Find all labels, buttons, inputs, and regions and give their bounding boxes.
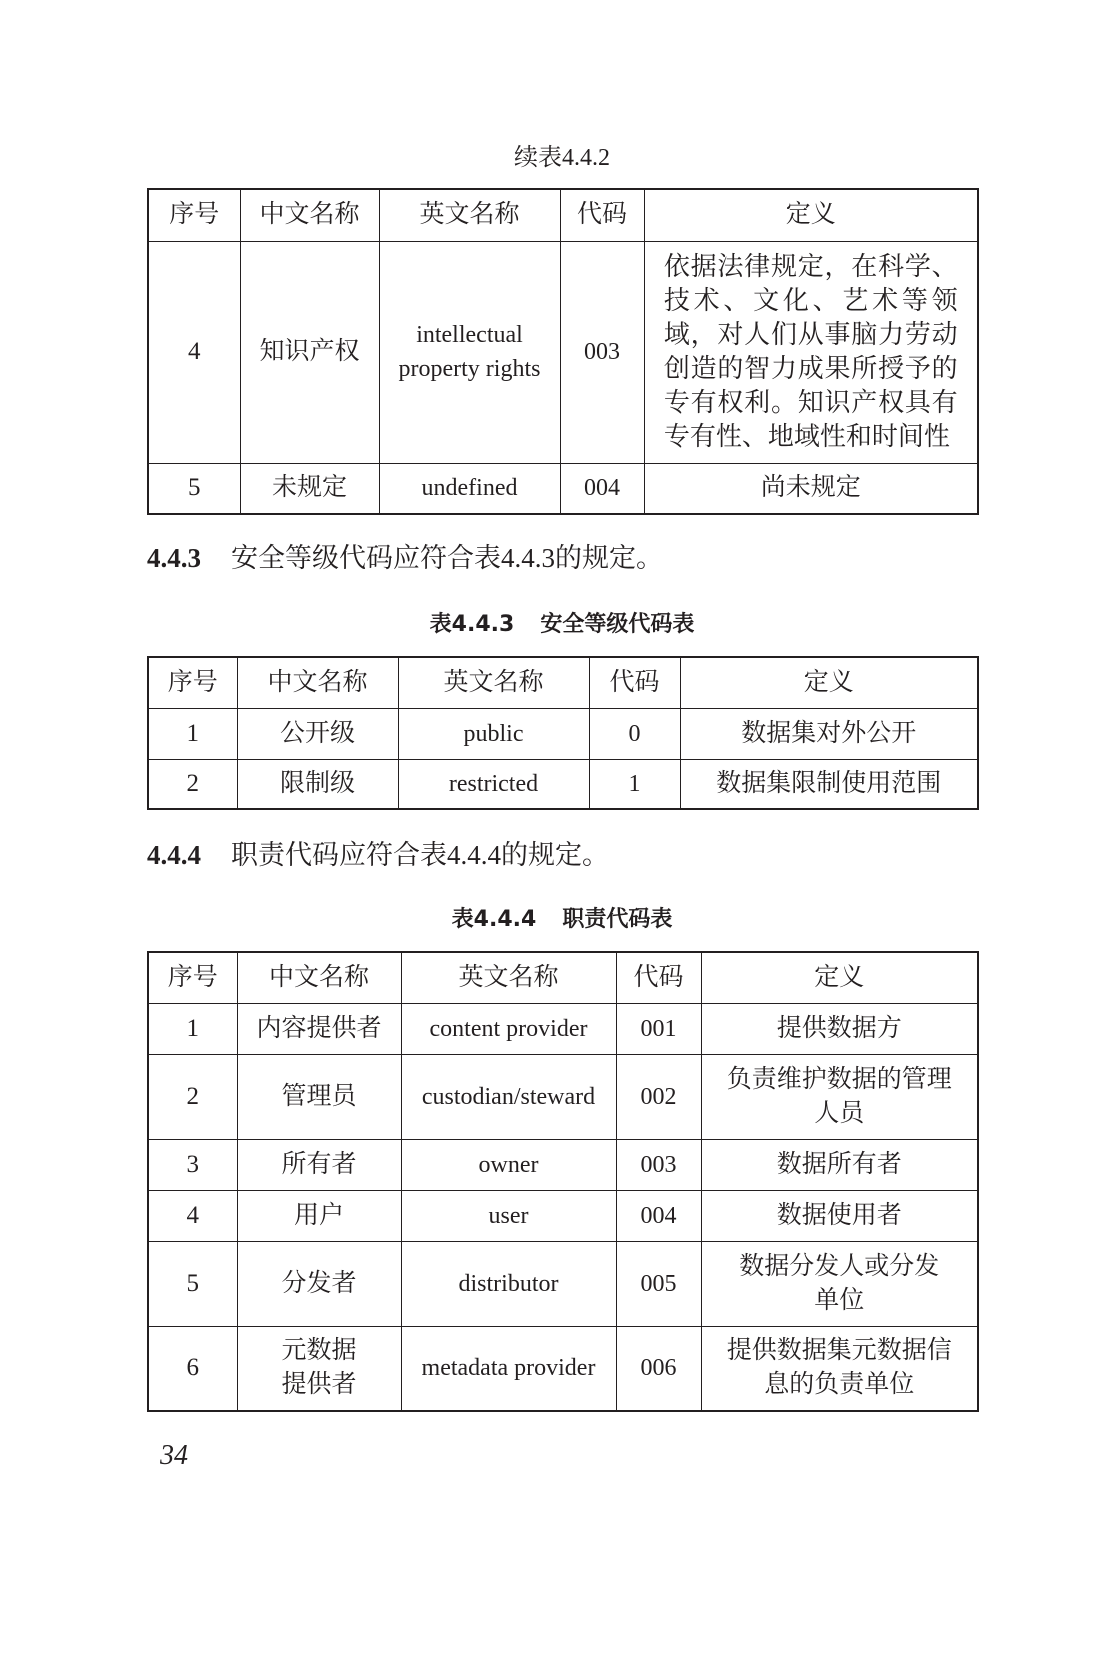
code-cell: 003 [560,241,644,463]
english-name-cell: custodian/steward [401,1054,616,1139]
seq-no-cell: 5 [148,1241,237,1326]
seq-no-cell: 2 [148,1054,237,1139]
english-name-cell: user [401,1190,616,1241]
definition-cell: 数据集对外公开 [680,708,978,759]
english-name-cell: metadata provider [401,1326,616,1411]
clause-number: 4.4.3 [147,543,201,573]
seq-no-cell: 1 [148,708,237,759]
definition-cell [644,241,978,463]
table-row [148,241,978,463]
code-cell: 005 [616,1241,701,1326]
clause-4-4-3 [147,540,977,576]
seq-no-cell: 4 [148,241,240,463]
code-cell: 0 [589,708,680,759]
table-row [148,1139,978,1190]
page-number: 34 [160,1440,188,1471]
chinese-name-cell: 所有者 [237,1139,401,1190]
seq-no-cell: 6 [148,1326,237,1411]
header-english-name: 英文名称 [398,657,589,708]
table-row [148,1003,978,1054]
english-name-cell: content provider [401,1003,616,1054]
header-chinese-name: 中文名称 [240,189,379,241]
definition-cell [701,1054,978,1139]
english-name-cell: restricted [398,759,589,809]
chinese-name-cell: 内容提供者 [237,1003,401,1054]
table-number: 表4.4.3 [429,612,515,637]
clause-number: 4.4.4 [147,840,201,870]
chinese-name-cell: 分发者 [237,1241,401,1326]
definition-cell: 数据所有者 [701,1139,978,1190]
table-title: 职责代码表 [562,907,673,932]
definition-text: 数据分发人或分发单位 [739,1252,940,1314]
clause-text: 职责代码应符合表4.4.4的规定。 [231,840,609,870]
table-caption [147,904,977,936]
header-seq-no: 序号 [148,657,237,708]
definition-cell: 数据使用者 [701,1190,978,1241]
code-cell: 003 [616,1139,701,1190]
seq-no-cell: 4 [148,1190,237,1241]
table-number: 表4.4.4 [451,907,537,932]
definition-cell [701,1241,978,1326]
chinese-name-text: 元数据提供者 [281,1337,357,1399]
header-row [148,657,978,708]
code-cell: 002 [616,1054,701,1139]
table-4-4-3 [147,656,979,810]
table-caption [147,609,977,641]
table-row [148,1190,978,1241]
chinese-name-cell: 用户 [237,1190,401,1241]
definition-cell: 提供数据方 [701,1003,978,1054]
table-title: 安全等级代码表 [540,612,695,637]
chinese-name-cell: 知识产权 [240,241,379,463]
clause-4-4-4 [147,837,977,873]
header-row [148,952,978,1003]
header-english-name: 英文名称 [379,189,560,241]
definition-cell: 尚未规定 [644,463,978,514]
definition-cell [701,1326,978,1411]
table-row [148,759,978,809]
chinese-name-cell: 限制级 [237,759,398,809]
english-name-cell: undefined [379,463,560,514]
chinese-name-cell: 管理员 [237,1054,401,1139]
header-seq-no: 序号 [148,189,240,241]
chinese-name-cell [237,1326,401,1411]
definition-text: 依据法律规定，在科学、技术、文化、艺术等领域，对人们从事脑力劳动创造的智力成果所授予的专有权利。知识产权具有专有性、地域性和时间性 [663,252,958,451]
header-code: 代码 [589,657,680,708]
table-row [148,463,978,514]
header-english-name: 英文名称 [401,952,616,1003]
seq-no-cell: 2 [148,759,237,809]
table-row [148,1241,978,1326]
seq-no-cell: 3 [148,1139,237,1190]
header-definition: 定义 [644,189,978,241]
seq-no-cell: 1 [148,1003,237,1054]
header-code: 代码 [616,952,701,1003]
header-seq-no: 序号 [148,952,237,1003]
definition-text: 负责维护数据的管理人员 [726,1065,952,1127]
english-name-cell: public [398,708,589,759]
english-name-cell: distributor [401,1241,616,1326]
table-row [148,1326,978,1411]
code-cell: 006 [616,1326,701,1411]
table-4-4-4 [147,951,979,1412]
chinese-name-cell: 未规定 [240,463,379,514]
header-definition: 定义 [680,657,978,708]
seq-no-cell: 5 [148,463,240,514]
english-name-cell: owner [401,1139,616,1190]
chinese-name-cell: 公开级 [237,708,398,759]
header-code: 代码 [560,189,644,241]
header-definition: 定义 [701,952,978,1003]
definition-text: 提供数据集元数据信息的负责单位 [726,1337,952,1399]
code-cell: 004 [560,463,644,514]
code-cell: 1 [589,759,680,809]
definition-cell: 数据集限制使用范围 [680,759,978,809]
header-row [148,189,978,241]
code-cell: 004 [616,1190,701,1241]
english-name-cell: intellectual property rights [379,241,560,463]
table-caption-continued: 续表4.4.2 [514,145,610,171]
code-cell: 001 [616,1003,701,1054]
table-row [148,708,978,759]
clause-text: 安全等级代码应符合表4.4.3的规定。 [231,543,663,573]
table-4-4-2-continued [147,188,979,515]
header-chinese-name: 中文名称 [237,657,398,708]
table-row [148,1054,978,1139]
header-chinese-name: 中文名称 [237,952,401,1003]
